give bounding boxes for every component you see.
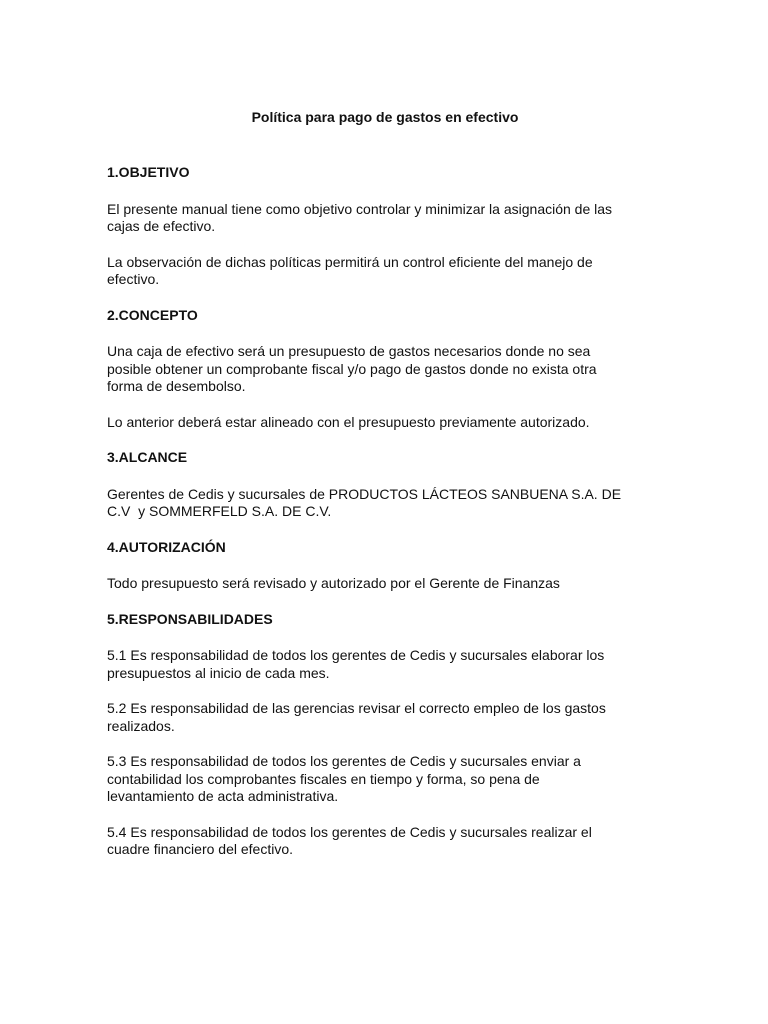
text-line: Lo anterior deberá estar alineado con el presupuesto previamente autorizado. <box>107 413 590 430</box>
paragraph-objetivo-1 <box>107 201 667 236</box>
text-line: contabilidad los comprobantes fiscales en tiempo y forma, so pena de <box>107 770 540 787</box>
text-line: cajas de efectivo. <box>107 218 216 234</box>
paragraph-autorizacion-1 <box>107 575 667 593</box>
section-heading-autorizacion: 4.AUTORIZACIÓN <box>107 538 226 555</box>
section-heading-alcance: 3.ALCANCE <box>107 449 188 465</box>
text-line: La observación de dichas políticas permitirá un control eficiente del manejo de <box>107 253 593 270</box>
section-heading-concepto: 2.CONCEPTO <box>107 306 198 323</box>
paragraph-concepto-2 <box>107 414 667 432</box>
document-body <box>107 164 667 877</box>
text-line: Gerentes de Cedis y sucursales de PRODUCTOS LÁCTEOS SANBUENA S.A. DE <box>107 485 622 502</box>
text-line: C.V y SOMMERFELD S.A. DE C.V. <box>107 503 332 519</box>
text-line: presupuestos al inicio de cada mes. <box>107 664 330 681</box>
paragraph-responsabilidad-5-2 <box>107 700 667 735</box>
text-line: Todo presupuesto será revisado y autorizado por el Gerente de Finanzas <box>107 575 560 591</box>
paragraph-responsabilidad-5-4 <box>107 824 667 859</box>
text-line: Una caja de efectivo será un presupuesto de gastos necesarios donde no sea <box>107 343 591 359</box>
text-line: efectivo. <box>107 271 160 287</box>
section-heading-objetivo: 1.OBJETIVO <box>107 164 190 180</box>
paragraph-concepto-1 <box>107 343 667 396</box>
document-title: Política para pago de gastos en efectivo <box>251 109 519 125</box>
text-line: realizados. <box>107 717 175 734</box>
text-line: cuadre financiero del efectivo. <box>107 841 293 857</box>
text-line: 5.1 Es responsabilidad de todos los gerentes de Cedis y sucursales elaborar los <box>107 647 605 663</box>
text-line: forma de desembolso. <box>107 378 246 394</box>
paragraph-responsabilidad-5-3 <box>107 753 667 806</box>
paragraph-objetivo-2 <box>107 254 667 289</box>
paragraph-responsabilidad-5-1 <box>107 647 667 682</box>
text-line: El presente manual tiene como objetivo controlar y minimizar la asignación de las <box>107 200 613 217</box>
text-line: posible obtener un comprobante fiscal y/o pago de gastos donde no exista otra <box>107 360 597 377</box>
text-line: levantamiento de acta administrativa. <box>107 788 339 804</box>
text-line: 5.4 Es responsabilidad de todos los gerentes de Cedis y sucursales realizar el <box>107 823 592 840</box>
paragraph-alcance-1 <box>107 486 667 521</box>
section-heading-responsabilidades: 5.RESPONSABILIDADES <box>107 610 273 627</box>
text-line: 5.2 Es responsabilidad de las gerencias revisar el correcto empleo de los gastos <box>107 700 606 716</box>
text-line: 5.3 Es responsabilidad de todos los gerentes de Cedis y sucursales enviar a <box>107 753 581 769</box>
